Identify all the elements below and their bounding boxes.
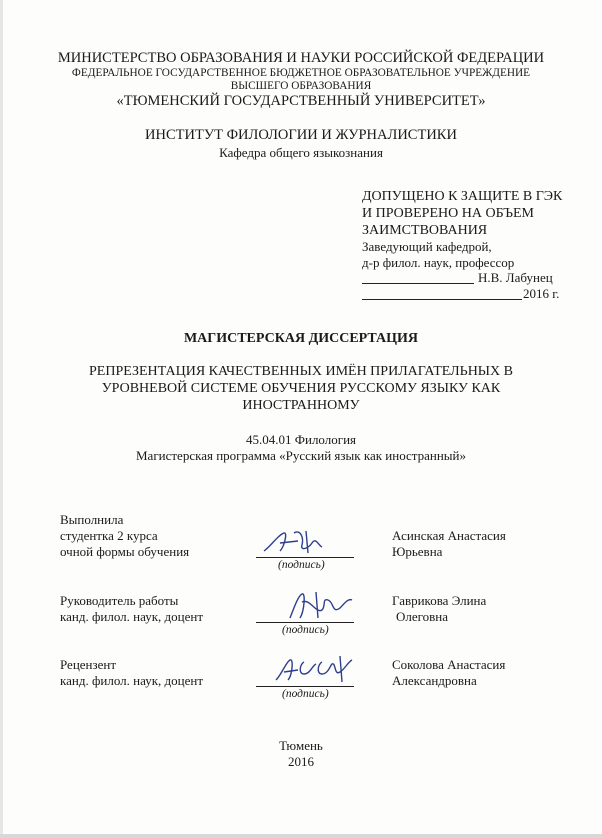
author-signature-icon [258,525,338,559]
author-signature-line [256,557,354,558]
ministry-title: МИНИСТЕРСТВО ОБРАЗОВАНИЯ И НАУКИ РОССИЙСКОЙ ФЕДЕРАЦИИ [57,50,545,66]
supervisor-signature-icon [282,588,358,626]
supervisor-signature-caption: (подпись) [282,624,329,636]
supervisor-signature-line [256,622,354,623]
author-role-3: очной формы обучения [60,544,190,559]
department-name: Кафедра общего языкознания [219,145,383,160]
author-role-1: Выполнила [60,512,124,527]
author-name-1: Асинская Анастасия [392,528,506,543]
reviewer-role-1: Рецензент [60,657,117,672]
work-title-line-1: РЕПРЕЗЕНТАЦИЯ КАЧЕСТВЕННЫХ ИМЁН ПРИЛАГАТЕЛЬНЫХ В [89,364,513,379]
author-role-2: студентка 2 курса [60,528,158,543]
author-signature-caption: (подпись) [278,559,325,571]
footer-year: 2016 [288,754,314,769]
work-type: МАГИСТЕРСКАЯ ДИССЕРТАЦИЯ [183,331,419,346]
institution-line-2: ВЫСШЕГО ОБРАЗОВАНИЯ [230,80,372,92]
reviewer-signature-caption: (подпись) [282,688,329,700]
university-name: «ТЮМЕНСКИЙ ГОСУДАРСТВЕННЫЙ УНИВЕРСИТЕТ» [116,93,486,109]
date-line [362,299,522,300]
reviewer-name-1: Соколова Анастасия [392,657,506,672]
approval-line-1: ДОПУЩЕНО К ЗАЩИТЕ В ГЭК [362,189,563,204]
scan-left-edge [0,0,3,838]
approval-line-3: ЗАИМСТВОВАНИЯ [362,223,488,238]
reviewer-name-2: Александровна [392,673,477,688]
footer-city: Тюмень [279,738,323,753]
head-signature-line [362,283,474,284]
supervisor-name-2: Олеговна [396,609,449,624]
program-name: Магистерская программа «Русский язык как иностранный» [135,448,466,463]
head-name: Н.В. Лабунец [478,270,553,285]
reviewer-signature-line [256,686,354,687]
work-title-line-2: УРОВНЕВОЙ СИСТЕМЕ ОБУЧЕНИЯ РУССКОМУ ЯЗЫКУ КАК [101,381,501,396]
reviewer-signature-icon [270,652,360,688]
approval-position: Заведующий кафедрой, [362,239,492,254]
scan-bottom-edge [0,834,602,838]
approval-line-2: И ПРОВЕРЕНО НА ОБЪЕМ [362,206,534,221]
author-name-2: Юрьевна [392,544,443,559]
work-title-line-3: ИНОСТРАННОМУ [242,398,360,413]
supervisor-role-2: канд. филол. наук, доцент [60,609,204,624]
supervisor-name-1: Гаврикова Элина [392,593,487,608]
specialty-code: 45.04.01 Филология [245,432,357,447]
institute-name: ИНСТИТУТ ФИЛОЛОГИИ И ЖУРНАЛИСТИКИ [145,127,457,143]
approval-degree: д-р филол. наук, профессор [362,255,515,270]
approval-date: 2016 г. [523,286,560,301]
institution-line-1: ФЕДЕРАЛЬНОЕ ГОСУДАРСТВЕННОЕ БЮДЖЕТНОЕ ОБРАЗОВАТЕЛЬНОЕ УЧРЕЖДЕНИЕ [71,67,531,79]
supervisor-role-1: Руководитель работы [60,593,179,608]
reviewer-role-2: канд. филол. наук, доцент [60,673,204,688]
